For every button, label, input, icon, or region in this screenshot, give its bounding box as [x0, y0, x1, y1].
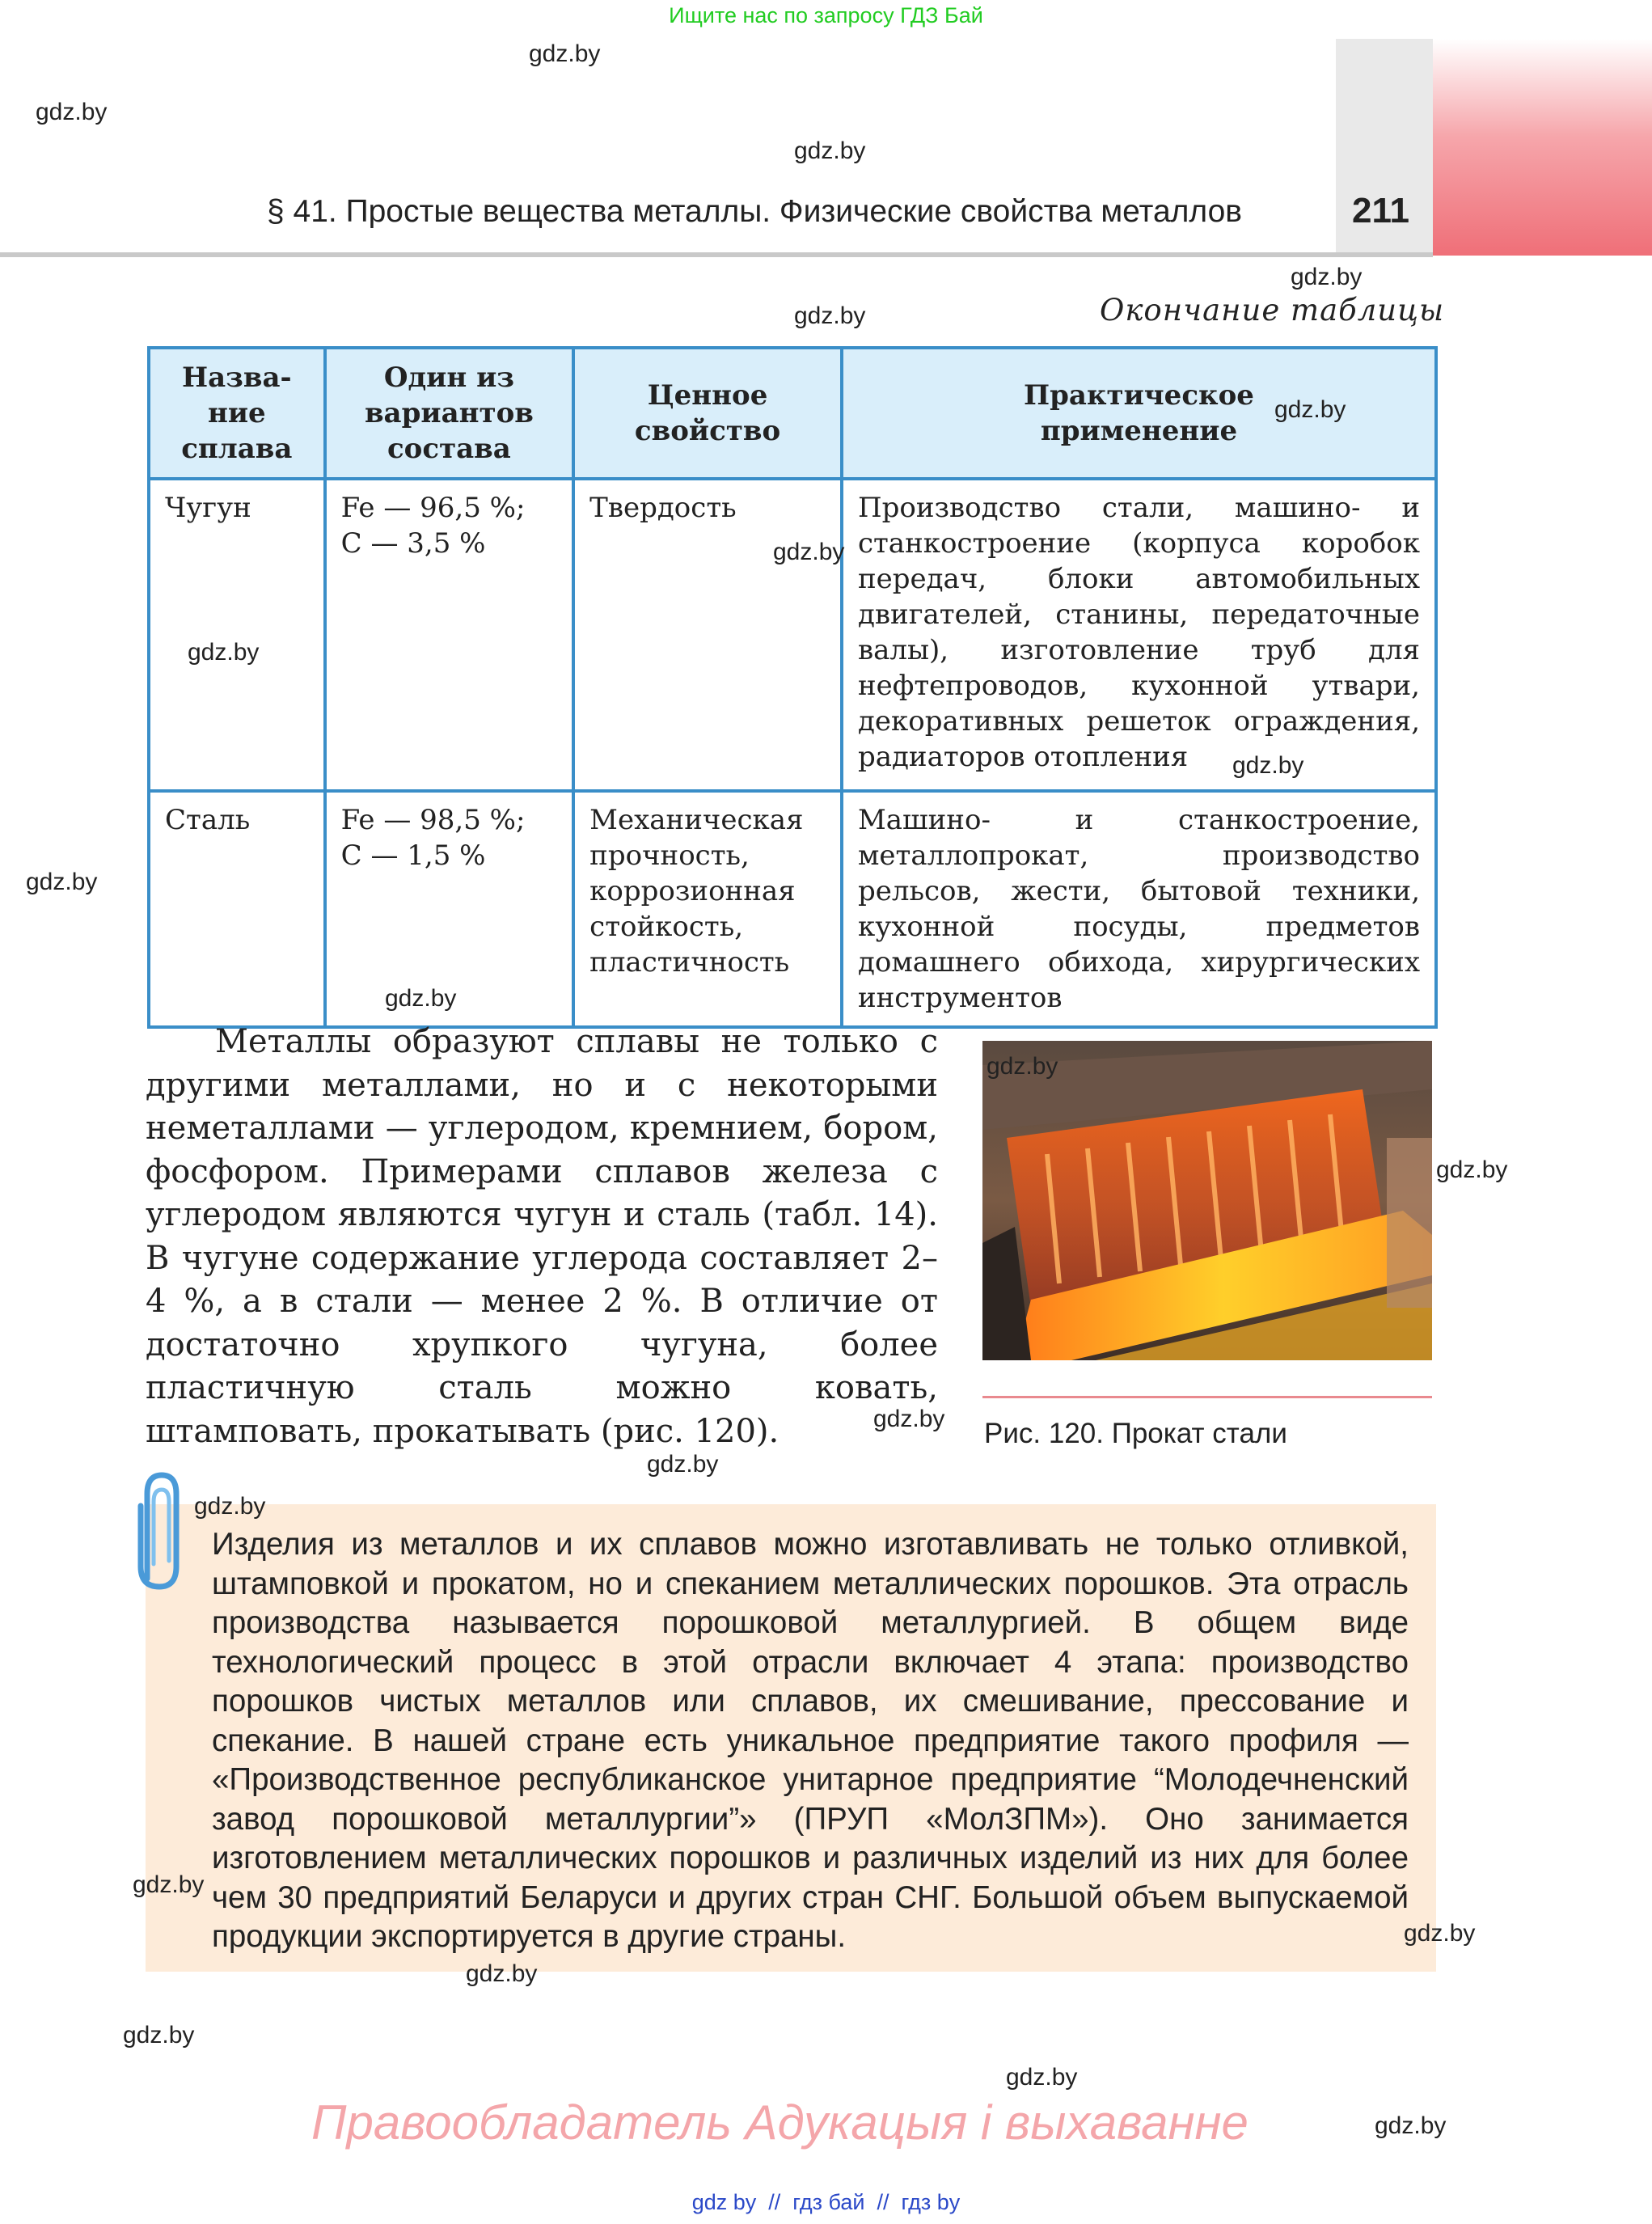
watermark: gdz.by — [794, 302, 866, 329]
watermark: gdz.by — [529, 40, 601, 67]
watermark: gdz.by — [36, 99, 108, 125]
caption-rule — [982, 1396, 1432, 1398]
header-pink-block — [1433, 39, 1652, 256]
watermark: gdz.by — [773, 539, 845, 565]
watermark: gdz.by — [188, 639, 260, 666]
alloys-table — [147, 346, 1438, 1029]
cell-alloy-name: Сталь — [149, 791, 325, 1027]
table-row — [149, 479, 1436, 791]
cell-property: Механическая прочность, коррозионная стойкость, пластичность — [573, 791, 842, 1027]
cell-application: Производство стали, машино- и станкостроение (корпуса коробок передач, блоки автомобильных двигателей, станины, передаточные валы), изготовление труб для нефтепроводов, кухонной утвари, декоративных решеток ограждения, радиаторов отопления — [842, 479, 1436, 791]
header-property: Ценное свойство — [573, 348, 842, 479]
watermark: gdz.by — [123, 2022, 195, 2049]
watermark: gdz.by — [26, 869, 98, 895]
watermark: gdz.by — [794, 137, 866, 164]
watermark: gdz.by — [385, 985, 457, 1012]
watermark: gdz.by — [1404, 1920, 1476, 1947]
top-search-link[interactable]: Ищите нас по запросу ГДЗ Бай — [669, 3, 983, 27]
page-number: 211 — [1352, 191, 1409, 230]
watermark: gdz.by — [1232, 752, 1304, 779]
cell-application: Машино- и станкостроение, металлопрокат, производство рельсов, жести, бытовой техники, кухонной посуды, предметов домашнего обихода, хирургических инструментов — [842, 791, 1436, 1027]
watermark: gdz.by — [1291, 264, 1363, 290]
watermark: gdz.by — [873, 1406, 945, 1432]
note-text: Изделия из металлов и их сплавов можно изготавливать не только отливкой, штамповкой и прокатом, но и спеканием металлических порошков. Эта отрасль производства называется порошковой металлургией. В общем виде технологический процесс в этой отрасли включает 4 этапа: производство порошков чистых металлов или сплавов, их смешивание, прессование и спекание. В нашей стране есть уникальное предприятие такого профиля — «Производственное республиканское унитарное предприятие “Молодечненский завод порошковой металлургии”» (ПРУП «МолЗПМ»). Оно занимается изготовлением металлических порошков и различных изделий из них для более чем 30 предприятий Беларуси и других стран СНГ. Большой объем выпускаемой продукции экспортируется в другие страны. — [212, 1527, 1409, 1954]
header-alloy-name: Назва- ние сплава — [149, 348, 325, 479]
cell-composition: Fe — 98,5 %; C — 1,5 % — [325, 791, 574, 1027]
table-continuation-label: Окончание таблицы — [1100, 293, 1445, 328]
cell-alloy-name: Чугун — [149, 479, 325, 791]
header-rule — [0, 252, 1433, 257]
watermark: gdz.by — [194, 1493, 266, 1520]
copyright-holder: Правообладатель Адукацыя і выхаванне — [311, 2095, 1249, 2150]
body-paragraph: Металлы образуют сплавы не только с другими металлами, но и с некоторыми неметаллами — углеродом, кремнием, бором, фосфором. Примерами сплавов железа с углеродом являются чугун и сталь (табл. 14). В чугуне содержание углерода составляет 2–4 %, а в стали — менее 2 %. В отличие от достаточно хрупкого чугуна, более пластичную сталь можно ковать, штамповать, прокатывать (рис. 120). — [146, 1023, 938, 1450]
footer-links[interactable]: gdz by // гдз бай // гдз by — [691, 2190, 961, 2214]
watermark: gdz.by — [1006, 2064, 1078, 2091]
watermark: gdz.by — [1274, 396, 1346, 423]
cell-property: Твердость — [573, 479, 842, 791]
header-composition: Один из вариантов состава — [325, 348, 574, 479]
figure-caption: Рис. 120. Прокат стали — [984, 1418, 1287, 1449]
watermark: gdz.by — [987, 1053, 1058, 1080]
table-row — [149, 791, 1436, 1027]
running-head: § 41. Простые вещества металлы. Физические свойства металлов — [267, 194, 1243, 229]
header-application: Практическое применение — [842, 348, 1436, 479]
paperclip-icon — [123, 1465, 196, 1595]
watermark: gdz.by — [1436, 1156, 1508, 1183]
table-header-row — [149, 348, 1436, 479]
steel-rolling-photo — [982, 1041, 1432, 1360]
watermark: gdz.by — [647, 1451, 719, 1478]
watermark: gdz.by — [466, 1960, 538, 1987]
watermark: gdz.by — [1375, 2112, 1447, 2139]
watermark: gdz.by — [133, 1871, 205, 1898]
cell-composition: Fe — 96,5 %; C — 3,5 % — [325, 479, 574, 791]
